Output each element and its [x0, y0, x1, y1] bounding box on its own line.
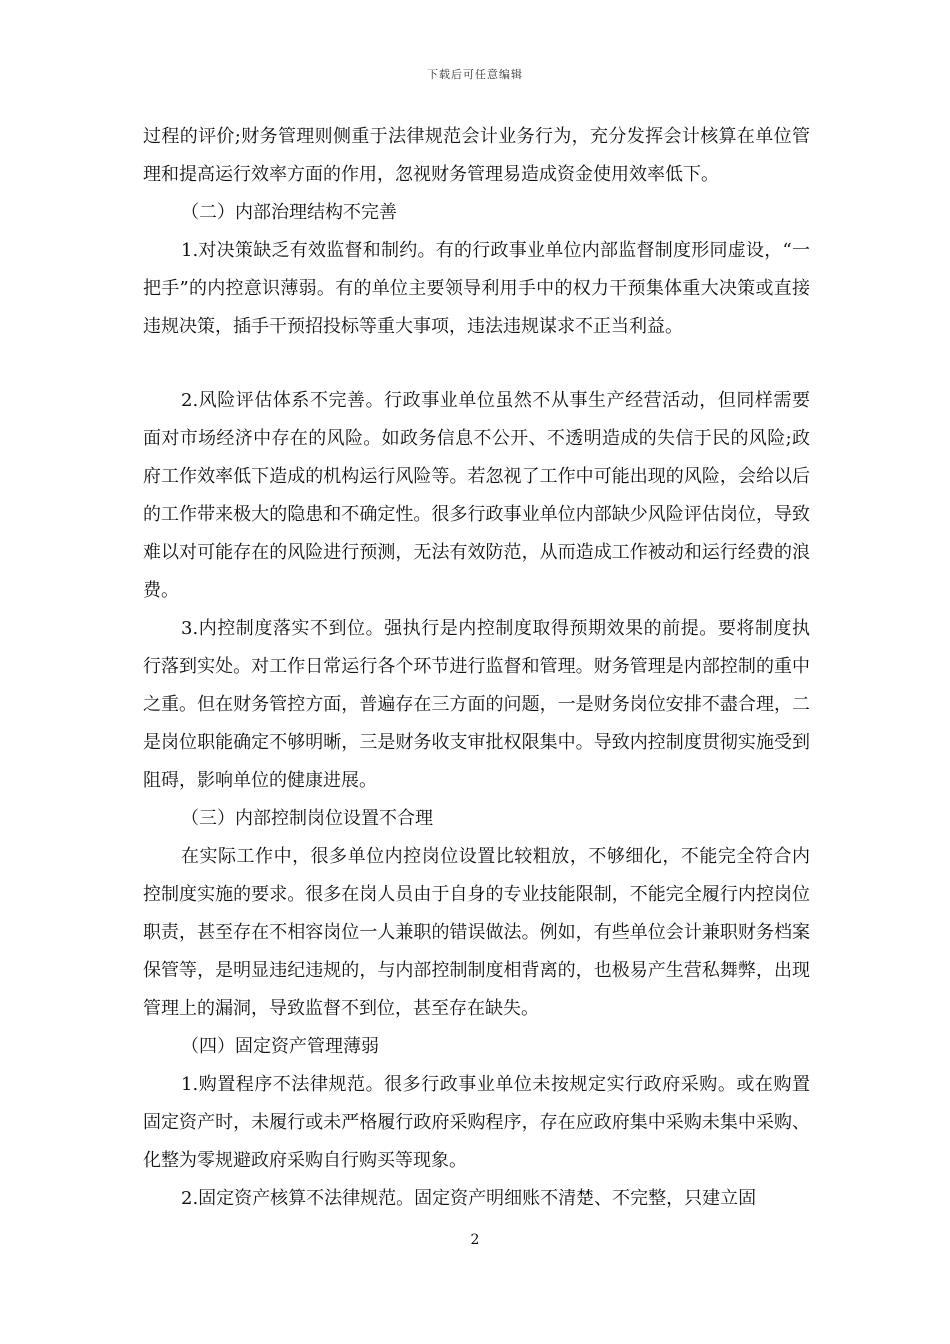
section-heading-3: （三）内部控制岗位设置不合理: [181, 808, 433, 829]
page-header: 下载后可任意编辑: [427, 68, 523, 81]
paragraph-procurement: 1.购置程序不法律规范。很多行政事业单位未按规定实行政府采购。或在购置固定资产时，未履行或未严格履行政府采购程序，存在应政府集中采购未集中采购、化整为零规避政府采购自行购买等现象。: [143, 1074, 810, 1171]
paragraph-control-implementation: 3.内控制度落实不到位。强执行是内控制度取得预期效果的前提。要将制度执行落到实处。对工作日常运行各个环节进行监督和管理。财务管理是内部控制的重中之重。但在财务管控方面，普遍存在三方面的问题，一是财务岗位安排不盡合理，二是岗位职能确定不够明晰，三是财务收支审批权限集中。导致内控制度贯彻实施受到阻碍，影响单位的健康进展。: [143, 618, 810, 791]
paragraph-continuation: 过程的评价;财务管理则侧重于法律规范会计业务行为，充分发挥会计核算在单位管理和提高运行效率方面的作用，忽视财务管理易造成资金使用效率低下。: [143, 126, 810, 185]
paragraph-spacer: [143, 346, 810, 382]
section-heading-4: （四）固定资产管理薄弱: [181, 1036, 379, 1057]
document-body: [143, 118, 810, 1218]
paragraph-asset-accounting: 2.固定资产核算不法律规范。固定资产明细账不清楚、不完整，只建立固: [181, 1188, 757, 1209]
paragraph-risk-assessment: 2.风险评估体系不完善。行政事业单位虽然不从事生产经营活动，但同样需要面对市场经济中存在的风险。如政务信息不公开、不透明造成的失信于民的风险;政府工作效率低下造成的机构运行风险等。若忽视了工作中可能出现的风险，会给以后的工作带来极大的隐患和不确定性。很多行政事业单位内部缺少风险评估岗位，导致难以对可能存在的风险进行预测，无法有效防范，从而造成工作被动和运行经费的浪费。: [143, 390, 810, 601]
paragraph-decision-supervision: 1.对决策缺乏有效监督和制约。有的行政事业单位内部监督制度形同虚设，“一把手”的内控意识薄弱。有的单位主要领导利用手中的权力干预集体重大决策或直接违规决策，插手干预招投标等重大事项，违法违规谋求不正当利益。: [143, 240, 810, 337]
page-number: 2: [470, 1232, 480, 1248]
paragraph-position-setup: 在实际工作中，很多单位内控岗位设置比较粗放，不够细化，不能完全符合内控制度实施的要求。很多在岗人员由于自身的专业技能限制，不能完全履行内控岗位职责，甚至存在不相容岗位一人兼职的错误做法。例如，有些单位会计兼职财务档案保管等，是明显违纪违规的，与内部控制制度相背离的，也极易产生营私舞弊，出现管理上的漏洞，导致监督不到位，甚至存在缺失。: [143, 846, 810, 1019]
section-heading-2: （二）内部治理结构不完善: [181, 202, 397, 223]
